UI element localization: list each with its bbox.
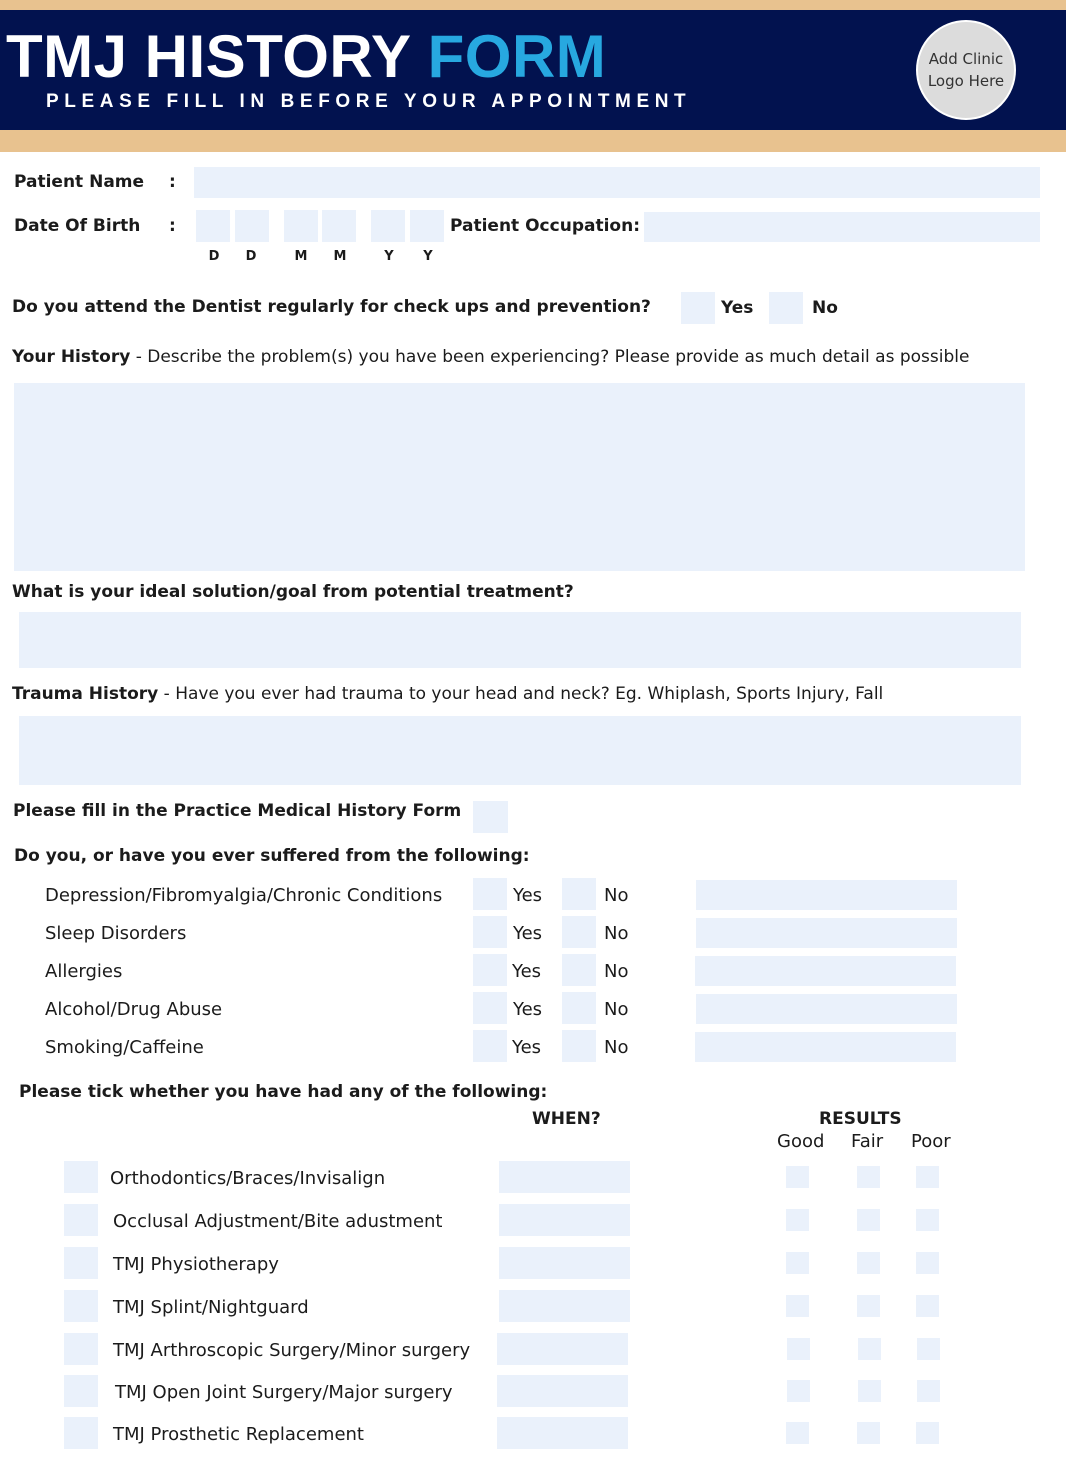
- dob-caption-m1: M: [294, 249, 308, 264]
- condition-yes-checkbox[interactable]: [473, 954, 507, 986]
- occupation-label: Patient Occupation:: [450, 216, 640, 236]
- result-poor-checkbox[interactable]: [917, 1338, 940, 1360]
- condition-details-field[interactable]: [695, 1032, 956, 1062]
- result-fair-checkbox[interactable]: [858, 1380, 881, 1402]
- condition-no-checkbox[interactable]: [562, 954, 596, 986]
- condition-yes-checkbox[interactable]: [473, 916, 507, 948]
- trauma-row: [12, 684, 883, 704]
- dentist-no-checkbox[interactable]: [769, 292, 803, 324]
- dentist-yes-label: Yes: [721, 298, 754, 318]
- treatment-checkbox[interactable]: [64, 1204, 98, 1236]
- treatment-when-field[interactable]: [497, 1333, 628, 1365]
- treatment-when-field[interactable]: [499, 1247, 630, 1279]
- goal-textarea[interactable]: [19, 612, 1021, 668]
- dentist-question: Do you attend the Dentist regularly for check ups and prevention?: [12, 297, 651, 317]
- condition-row-allergies: [0, 954, 1066, 988]
- condition-yes-label: Yes: [512, 961, 542, 982]
- condition-no-checkbox[interactable]: [562, 1030, 596, 1062]
- condition-row-alcohol: [0, 992, 1066, 1026]
- result-fair-checkbox[interactable]: [857, 1166, 880, 1188]
- form-title-accent: FORM: [427, 23, 607, 90]
- trauma-prompt: - Have you ever had trauma to your head and neck? Eg. Whiplash, Sports Injury, Fall: [163, 684, 884, 704]
- dob-colon: :: [169, 216, 176, 236]
- result-poor-checkbox[interactable]: [917, 1380, 940, 1402]
- condition-no-label: No: [604, 1037, 629, 1058]
- treatment-label: TMJ Splint/Nightguard: [113, 1297, 309, 1318]
- goal-question: What is your ideal solution/goal from potential treatment?: [12, 582, 574, 602]
- result-fair-checkbox[interactable]: [857, 1422, 880, 1444]
- condition-no-label: No: [604, 885, 629, 906]
- dob-caption-m2: M: [333, 249, 347, 264]
- condition-yes-checkbox[interactable]: [473, 878, 507, 910]
- condition-label: Sleep Disorders: [45, 923, 187, 944]
- result-good-checkbox[interactable]: [787, 1380, 810, 1402]
- result-poor-checkbox[interactable]: [916, 1295, 939, 1317]
- condition-details-field[interactable]: [696, 880, 957, 910]
- dob-year-1-field[interactable]: [371, 210, 405, 242]
- condition-details-field[interactable]: [695, 956, 956, 986]
- condition-no-checkbox[interactable]: [562, 992, 596, 1024]
- result-poor-checkbox[interactable]: [916, 1422, 939, 1444]
- history-prompt: - Describe the problem(s) you have been experiencing? Please provide as much detail as possible: [135, 347, 970, 367]
- header-bottom-stripe: [0, 130, 1066, 152]
- medical-form-checkbox[interactable]: [473, 801, 508, 833]
- dob-day-1-field[interactable]: [196, 210, 230, 242]
- results-poor-header: Poor: [911, 1131, 951, 1152]
- condition-label: Allergies: [45, 961, 123, 982]
- dob-month-1-field[interactable]: [284, 210, 318, 242]
- treatment-checkbox[interactable]: [64, 1333, 98, 1365]
- history-textarea[interactable]: [14, 383, 1025, 571]
- history-row: [12, 347, 969, 367]
- treatment-row-prosthetic: [0, 1417, 1066, 1451]
- treatment-row-orthodontics: [0, 1161, 1066, 1195]
- occupation-field[interactable]: [644, 212, 1040, 242]
- treatment-label: TMJ Open Joint Surgery/Major surgery: [115, 1382, 453, 1403]
- treatment-label: Occlusal Adjustment/Bite adustment: [113, 1211, 443, 1232]
- form-title: [6, 22, 606, 91]
- treatment-label: Orthodontics/Braces/Invisalign: [110, 1168, 386, 1189]
- dob-caption-d2: D: [245, 249, 257, 264]
- condition-row-depression: [0, 878, 1066, 912]
- dob-caption-y2: Y: [423, 249, 433, 264]
- treatment-checkbox[interactable]: [64, 1375, 98, 1407]
- treatment-label: TMJ Prosthetic Replacement: [113, 1424, 364, 1445]
- treatment-label: TMJ Arthroscopic Surgery/Minor surgery: [113, 1340, 471, 1361]
- clinic-logo-placeholder: Add Clinic Logo Here: [916, 20, 1016, 120]
- condition-label: Alcohol/Drug Abuse: [45, 999, 223, 1020]
- results-header: RESULTS: [819, 1109, 902, 1129]
- treatment-label: TMJ Physiotherapy: [113, 1254, 279, 1275]
- condition-yes-label: Yes: [512, 1037, 542, 1058]
- condition-no-label: No: [604, 999, 629, 1020]
- when-header: WHEN?: [532, 1109, 601, 1129]
- patient-name-label: Patient Name: [14, 172, 145, 192]
- result-good-checkbox[interactable]: [786, 1422, 809, 1444]
- condition-label: Smoking/Caffeine: [45, 1037, 204, 1058]
- treatment-checkbox[interactable]: [64, 1417, 98, 1449]
- treatment-checkbox[interactable]: [64, 1290, 98, 1322]
- treatment-row-arthroscopic: [0, 1333, 1066, 1367]
- treatment-checkbox[interactable]: [64, 1247, 98, 1279]
- result-good-checkbox[interactable]: [786, 1252, 809, 1274]
- result-good-checkbox[interactable]: [786, 1166, 809, 1188]
- result-poor-checkbox[interactable]: [916, 1252, 939, 1274]
- form-title-main: TMJ HISTORY: [6, 23, 411, 90]
- treatment-row-open-joint: [0, 1375, 1066, 1409]
- condition-yes-checkbox[interactable]: [473, 992, 507, 1024]
- patient-name-colon: :: [169, 172, 176, 192]
- medical-form-label: Please fill in the Practice Medical History Form: [13, 801, 462, 821]
- dentist-no-label: No: [812, 298, 838, 318]
- result-fair-checkbox[interactable]: [857, 1252, 880, 1274]
- condition-yes-checkbox[interactable]: [473, 1030, 507, 1062]
- results-good-header: Good: [777, 1131, 825, 1152]
- patient-name-field[interactable]: [194, 167, 1040, 198]
- condition-label: Depression/Fibromyalgia/Chronic Conditions: [45, 885, 443, 906]
- trauma-textarea[interactable]: [19, 716, 1021, 785]
- results-fair-header: Fair: [851, 1131, 884, 1152]
- history-label: Your History: [12, 347, 131, 367]
- dob-day-2-field[interactable]: [235, 210, 269, 242]
- dob-caption-d1: D: [208, 249, 220, 264]
- treatment-row-occlusal: [0, 1204, 1066, 1238]
- condition-yes-label: Yes: [513, 923, 543, 944]
- treatment-checkbox[interactable]: [64, 1161, 98, 1193]
- condition-no-checkbox[interactable]: [562, 878, 596, 910]
- condition-row-smoking: [0, 1030, 1066, 1064]
- treatment-row-splint: [0, 1290, 1066, 1324]
- form-subtitle: PLEASE FILL IN BEFORE YOUR APPOINTMENT: [46, 91, 692, 112]
- condition-details-field[interactable]: [696, 918, 957, 948]
- dob-month-2-field[interactable]: [322, 210, 356, 242]
- treatment-when-field[interactable]: [499, 1161, 630, 1193]
- result-good-checkbox[interactable]: [787, 1338, 810, 1360]
- condition-yes-label: Yes: [513, 999, 543, 1020]
- dob-year-2-field[interactable]: [410, 210, 444, 242]
- treatment-when-field[interactable]: [499, 1204, 630, 1236]
- condition-no-label: No: [604, 961, 629, 982]
- conditions-heading: Do you, or have you ever suffered from the following:: [14, 846, 530, 866]
- condition-no-checkbox[interactable]: [562, 916, 596, 948]
- header-top-stripe: [0, 0, 1066, 10]
- dob-caption-y1: Y: [384, 249, 394, 264]
- condition-yes-label: Yes: [513, 885, 543, 906]
- treatment-when-field[interactable]: [497, 1375, 628, 1407]
- result-good-checkbox[interactable]: [786, 1295, 809, 1317]
- treatments-heading: Please tick whether you have had any of the following:: [19, 1082, 548, 1102]
- trauma-label: Trauma History: [12, 684, 159, 704]
- dentist-yes-checkbox[interactable]: [681, 292, 715, 324]
- result-fair-checkbox[interactable]: [858, 1338, 881, 1360]
- treatment-when-field[interactable]: [499, 1290, 630, 1322]
- result-fair-checkbox[interactable]: [857, 1209, 880, 1231]
- treatment-when-field[interactable]: [497, 1417, 628, 1449]
- result-poor-checkbox[interactable]: [916, 1209, 939, 1231]
- dob-label: Date Of Birth: [14, 216, 141, 236]
- condition-details-field[interactable]: [696, 994, 957, 1024]
- result-good-checkbox[interactable]: [786, 1209, 809, 1231]
- treatment-row-physiotherapy: [0, 1247, 1066, 1281]
- condition-no-label: No: [604, 923, 629, 944]
- condition-row-sleep: [0, 916, 1066, 950]
- result-poor-checkbox[interactable]: [916, 1166, 939, 1188]
- result-fair-checkbox[interactable]: [857, 1295, 880, 1317]
